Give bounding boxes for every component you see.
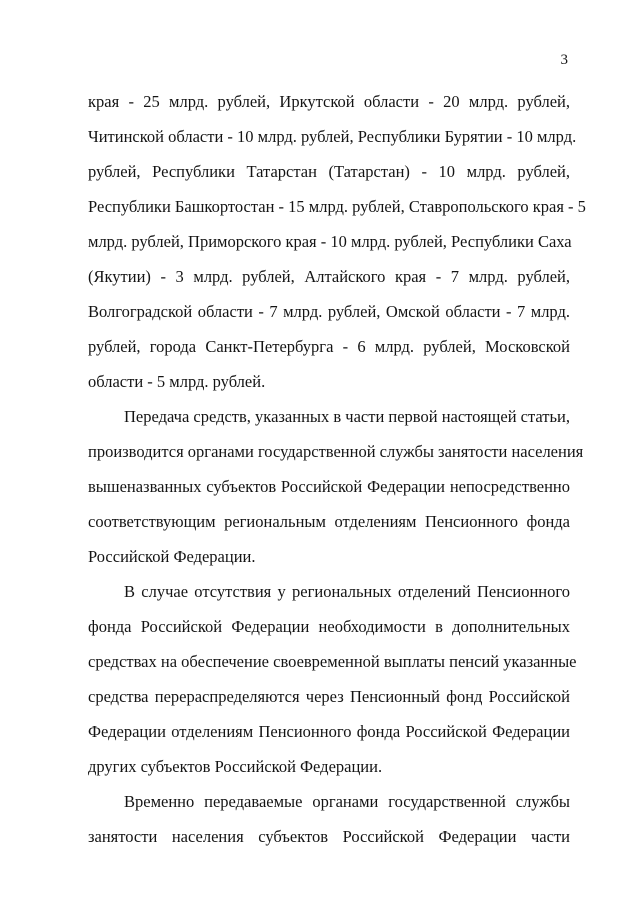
text-line: Федерации отделениям Пенсионного фонда Российской Федерации [88,722,570,741]
text-line: фонда Российской Федерации необходимости в дополнительных [88,617,570,636]
text-line: рублей, Республики Татарстан (Татарстан) - 10 млрд. рублей, [88,162,570,181]
text-line: края - 25 млрд. рублей, Иркутской области - 20 млрд. рублей, [88,92,570,111]
paragraph-first-line: Временно передаваемые органами государственной службы [124,792,570,811]
text-line: Читинской области - 10 млрд. рублей, Республики Бурятии - 10 млрд. [88,127,577,146]
text-line: рублей, города Санкт-Петербурга - 6 млрд. рублей, Московской [88,337,570,356]
text-line: занятости населения субъектов Российской Федерации части [88,827,570,846]
text-line: соответствующим региональным отделениям Пенсионного фонда [88,512,570,531]
text-line: млрд. рублей, Приморского края - 10 млрд. рублей, Республики Саха [88,232,572,251]
text-line: производится органами государственной службы занятости населения [88,442,584,461]
paragraph-first-line: В случае отсутствия у региональных отделений Пенсионного [124,582,570,601]
text-line: (Якутии) - 3 млрд. рублей, Алтайского края - 7 млрд. рублей, [88,267,570,286]
text-line: средствах на обеспечение своевременной выплаты пенсий указанные [88,652,577,671]
text-line: Республики Башкортостан - 15 млрд. рублей, Ставропольского края - 5 [88,197,586,216]
text-line: Волгоградской области - 7 млрд. рублей, Омской области - 7 млрд. [88,302,570,321]
text-line: Российской Федерации. [88,547,256,566]
text-line: области - 5 млрд. рублей. [88,372,266,391]
text-line: средства перераспределяются через Пенсионный фонд Российской [88,687,570,706]
paragraph-first-line: Передача средств, указанных в части первой настоящей статьи, [124,407,570,426]
text-line: других субъектов Российской Федерации. [88,757,383,776]
page-number: 3 [560,52,568,68]
text-line: вышеназванных субъектов Российской Федерации непосредственно [88,477,570,496]
